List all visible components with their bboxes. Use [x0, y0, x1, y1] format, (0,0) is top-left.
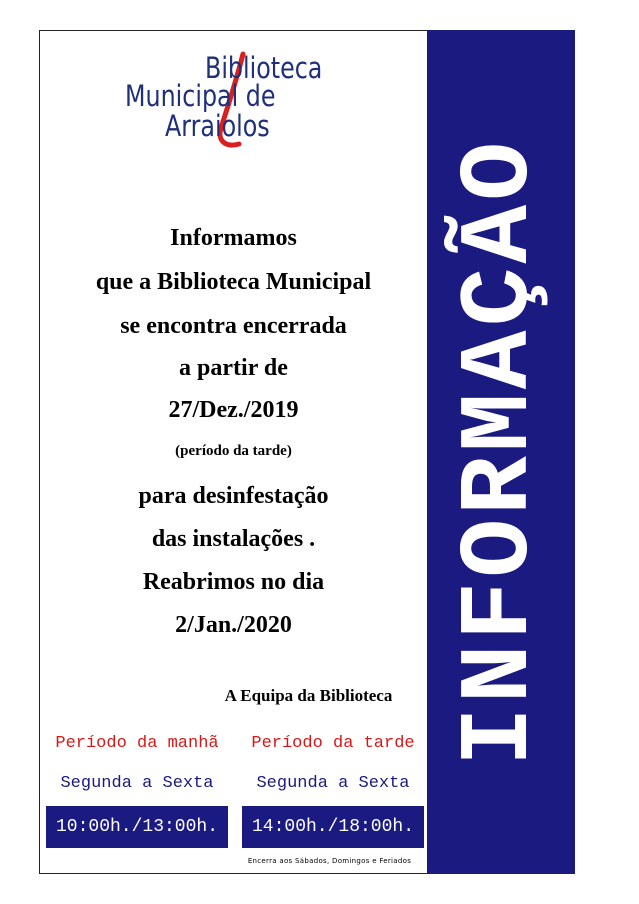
morning-hours: 10:00h./13:00h.	[46, 806, 228, 848]
banner-title: INFORMAÇÃO	[445, 137, 556, 767]
closure-footnote: Encerra aos Sábados, Domingos e Feriados	[247, 857, 412, 865]
closing-date: 27/Dez./2019	[168, 397, 299, 423]
morning-days: Segunda a Sexta	[60, 774, 214, 793]
reopening-date: 2/Jan./2020	[175, 612, 292, 638]
logo-word-municipal: Municipal de	[125, 79, 276, 113]
message-line-7: para desinfestação	[138, 483, 329, 509]
logo-word-arraiolos: Arraiolos	[165, 109, 270, 143]
message-line-8: das instalações .	[151, 526, 316, 552]
message-line-2: que a Biblioteca Municipal	[95, 269, 372, 295]
afternoon-days: Segunda a Sexta	[256, 774, 410, 793]
message-line-4: a partir de	[179, 355, 288, 381]
message-line-1: Informamos	[170, 225, 297, 251]
logo-word-biblioteca: Biblioteca	[205, 51, 323, 85]
closing-period-note: (período da tarde)	[175, 443, 292, 459]
afternoon-hours: 14:00h./18:00h.	[242, 806, 424, 848]
signature: A Equipa da Biblioteca	[224, 686, 393, 705]
afternoon-period-label: Período da tarde	[251, 734, 415, 753]
side-banner	[427, 30, 575, 874]
library-logo	[125, 48, 340, 158]
message-line-3: se encontra encerrada	[120, 313, 347, 339]
message-line-9: Reabrimos no dia	[142, 569, 325, 595]
morning-period-label: Período da manhã	[55, 734, 219, 753]
